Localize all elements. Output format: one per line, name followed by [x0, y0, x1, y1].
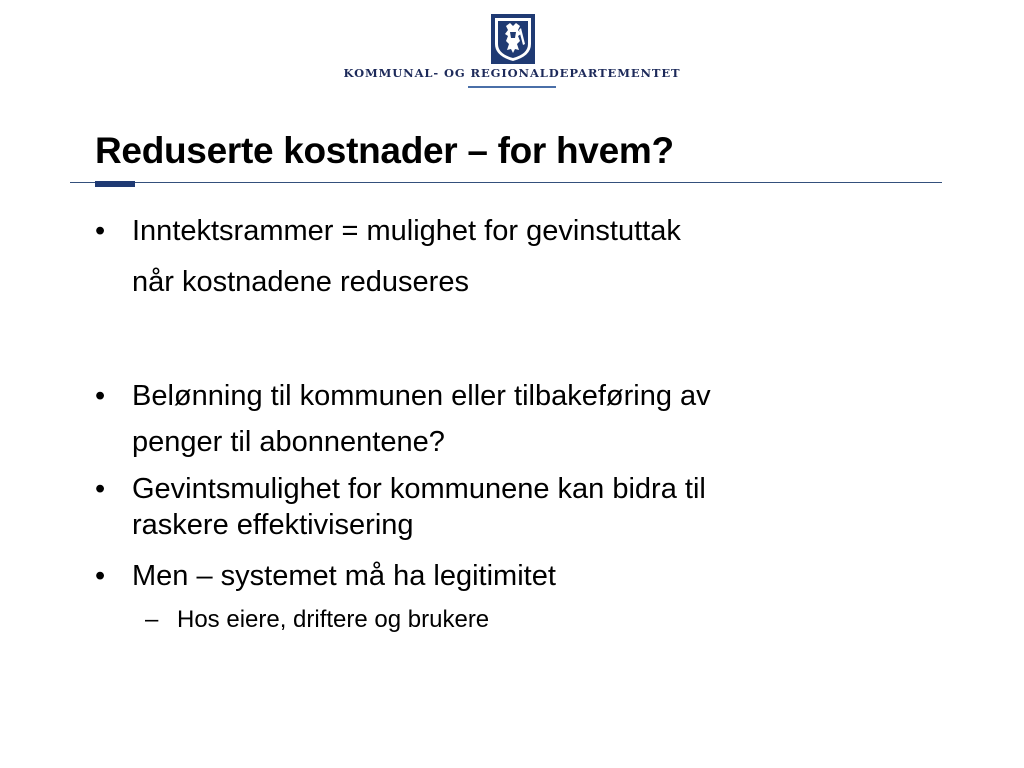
bullet-icon: • — [95, 473, 106, 505]
bullet-text: Belønning til kommunen eller tilbakeføring av — [132, 380, 711, 412]
bullet-text: Men – systemet må ha legitimitet — [132, 560, 556, 592]
slide-title: Reduserte kostnader – for hvem? — [95, 130, 674, 171]
bullet-text: raskere effektivisering — [132, 509, 414, 541]
bullet-text: når kostnadene reduseres — [132, 266, 469, 298]
bullet-text: penger til abonnentene? — [132, 426, 445, 458]
bullet-icon: • — [95, 215, 106, 247]
bullet-text: Gevintsmulighet for kommunene kan bidra til — [132, 473, 706, 505]
bullet-icon: • — [95, 560, 106, 592]
dash-icon: – — [145, 606, 159, 633]
bullet-text: Inntektsrammer = mulighet for gevinstuttak — [132, 215, 681, 247]
bullet-icon: • — [95, 380, 106, 412]
sub-bullet-text: Hos eiere, driftere og brukere — [177, 606, 490, 633]
department-name: KOMMUNAL- OG REGIONALDEPARTEMENTET — [343, 66, 681, 80]
